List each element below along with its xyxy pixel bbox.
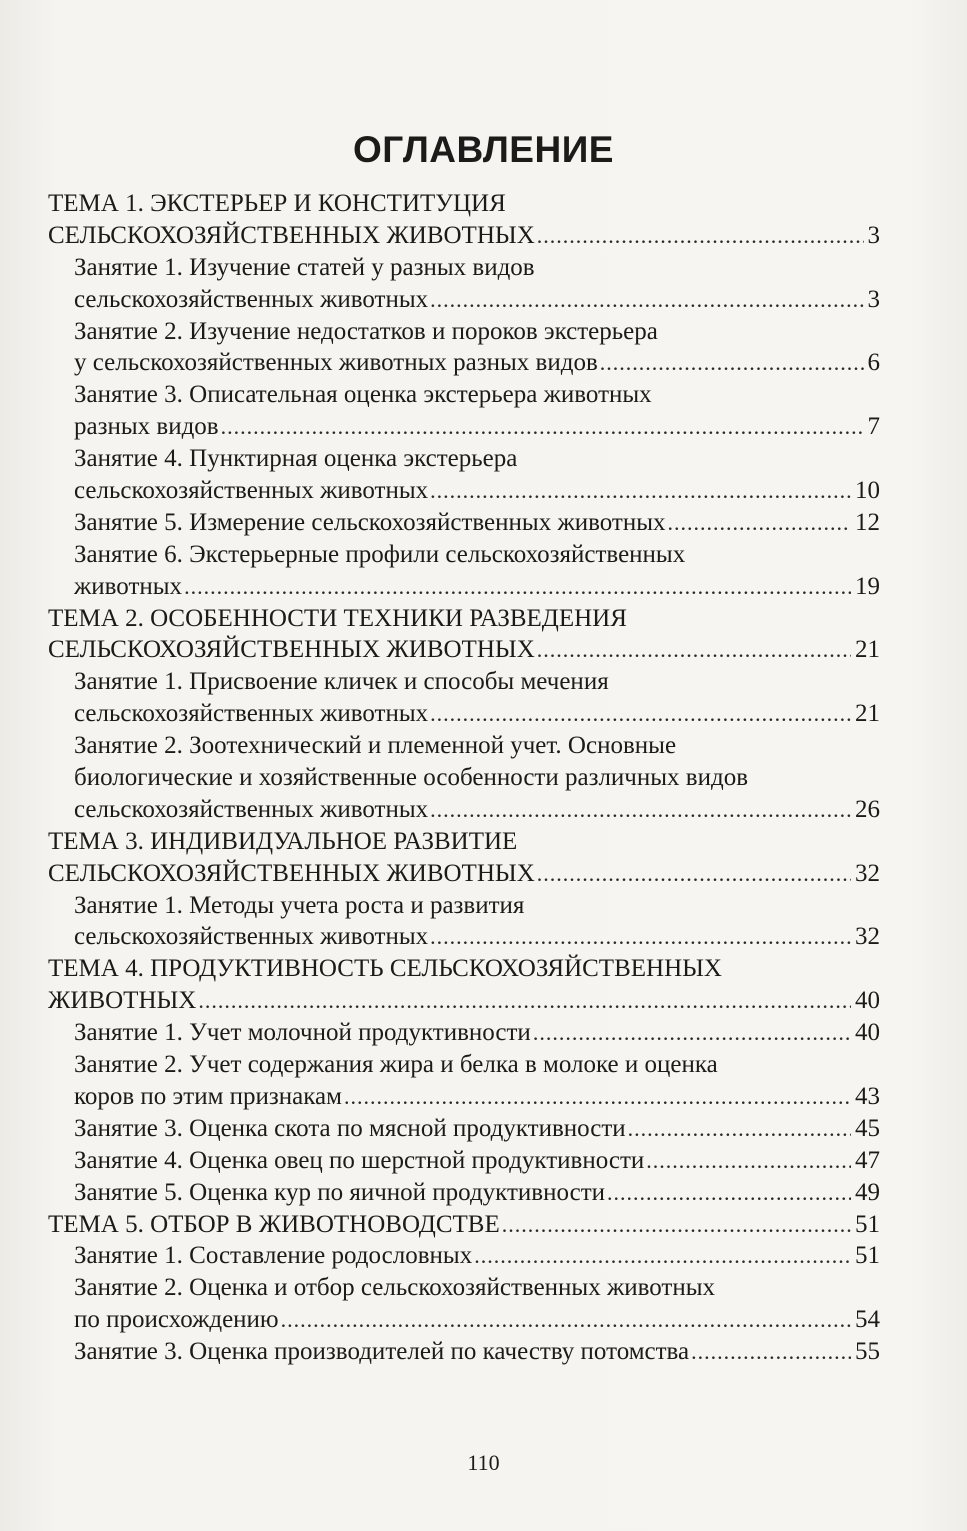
- toc-entry-text: Занятие 2. Зоотехнический и племенной учет. Основные: [74, 732, 677, 760]
- toc-entry-text: сельскохозяйственных животных: [74, 795, 429, 823]
- toc-entry-text: Занятие 2. Изучение недостатков и пороков экстерьера: [74, 317, 658, 345]
- toc-entry-text: Занятие 5. Оценка кур по яичной продуктивности: [74, 1178, 606, 1206]
- toc-entry-text: биологические и хозяйственные особенности различных видов: [74, 764, 749, 792]
- dot-leader: [281, 1304, 851, 1336]
- toc-title: ОГЛАВЛЕНИЕ: [353, 129, 614, 170]
- dot-leader: [430, 698, 851, 730]
- toc-entry-text: СЕЛЬСКОХОЗЯЙСТВЕННЫХ ЖИВОТНЫХ: [48, 859, 535, 887]
- toc-entry-text: Занятие 4. Оценка овец по шерстной продуктивности: [74, 1146, 645, 1174]
- toc-entry-text: Занятие 1. Изучение статей у разных видов: [74, 253, 535, 281]
- dot-leader: [430, 284, 863, 316]
- toc-lesson-line: [48, 1113, 880, 1145]
- dot-leader: [537, 634, 851, 666]
- toc-lesson-line: [48, 666, 880, 698]
- toc-page-number: 12: [855, 508, 880, 536]
- toc-topic-line: [48, 858, 880, 890]
- dot-leader: [344, 1081, 851, 1113]
- toc-page-number: 40: [855, 987, 880, 1015]
- toc-lesson-line: [48, 698, 880, 730]
- toc-entry-text: Занятие 1. Составление родословных: [74, 1242, 473, 1270]
- toc-page-number: 7: [867, 413, 880, 441]
- toc-entry-text: Занятие 2. Учет содержания жира и белка в молоке и оценка: [74, 1051, 718, 1079]
- toc-lesson-line: [48, 475, 880, 507]
- dot-leader: [430, 475, 851, 507]
- toc-lesson-line: [48, 1049, 880, 1081]
- toc-entry-text: Занятие 1. Методы учета роста и развития: [74, 891, 525, 919]
- toc-lesson-line: [48, 730, 880, 762]
- toc-page-number: 10: [855, 477, 880, 505]
- toc-topic-line: [48, 985, 880, 1017]
- toc-page-number: 49: [855, 1178, 880, 1206]
- dot-leader: [198, 985, 851, 1017]
- toc-entry-text: Занятие 2. Оценка и отбор сельскохозяйственных животных: [74, 1274, 716, 1302]
- toc-entry-text: Занятие 4. Пунктирная оценка экстерьера: [74, 445, 518, 473]
- toc-lesson-line: [48, 1145, 880, 1177]
- toc-entry-text: Занятие 3. Описательная оценка экстерьера животных: [74, 381, 652, 409]
- toc-topic-line: [48, 953, 880, 985]
- table-of-contents: [48, 188, 880, 1368]
- toc-lesson-line: [48, 252, 880, 284]
- toc-lesson-line: [48, 571, 880, 603]
- toc-entry-text: Занятие 1. Присвоение кличек и способы мечения: [74, 668, 609, 696]
- toc-topic-line: [48, 634, 880, 666]
- toc-page-number: 26: [855, 795, 880, 823]
- toc-lesson-line: [48, 1177, 880, 1209]
- toc-lesson-line: [48, 1017, 880, 1049]
- toc-lesson-line: [48, 539, 880, 571]
- toc-lesson-line: [48, 1240, 880, 1272]
- dot-leader: [628, 1113, 851, 1145]
- toc-lesson-line: [48, 443, 880, 475]
- toc-entry-text: разных видов: [74, 413, 219, 441]
- toc-page-number: 47: [855, 1146, 880, 1174]
- toc-entry-text: у сельскохозяйственных животных разных видов: [74, 349, 598, 377]
- toc-topic-line: [48, 188, 880, 220]
- toc-lesson-line: [48, 1304, 880, 1336]
- toc-page-number: 32: [855, 859, 880, 887]
- toc-lesson-line: [48, 762, 880, 794]
- toc-page-number: 55: [855, 1338, 880, 1366]
- toc-entry-text: Занятие 3. Оценка производителей по качеству потомства: [74, 1338, 690, 1366]
- dot-leader: [646, 1145, 851, 1177]
- toc-page-number: 54: [855, 1306, 880, 1334]
- toc-lesson-line: [48, 284, 880, 316]
- dot-leader: [537, 858, 851, 890]
- toc-page-number: 32: [855, 923, 880, 951]
- toc-topic-line: [48, 603, 880, 635]
- toc-topic-line: [48, 1209, 880, 1241]
- dot-leader: [600, 347, 864, 379]
- toc-lesson-line: [48, 507, 880, 539]
- toc-lesson-line: [48, 794, 880, 826]
- dot-leader: [502, 1209, 851, 1241]
- dot-leader: [184, 571, 851, 603]
- dot-leader: [430, 794, 851, 826]
- toc-page-number: 6: [867, 349, 880, 377]
- toc-lesson-line: [48, 379, 880, 411]
- toc-page-number: 43: [855, 1082, 880, 1110]
- toc-topic-line: [48, 826, 880, 858]
- toc-lesson-line: [48, 316, 880, 348]
- toc-entry-text: ТЕМА 2. ОСОБЕННОСТИ ТЕХНИКИ РАЗВЕДЕНИЯ: [48, 604, 627, 632]
- toc-entry-text: Занятие 3. Оценка скота по мясной продуктивности: [74, 1114, 626, 1142]
- toc-lesson-line: [48, 1081, 880, 1113]
- toc-entry-text: сельскохозяйственных животных: [74, 700, 429, 728]
- toc-lesson-line: [48, 347, 880, 379]
- toc-lesson-line: [48, 1272, 880, 1304]
- toc-entry-text: ТЕМА 3. ИНДИВИДУАЛЬНОЕ РАЗВИТИЕ: [48, 827, 518, 855]
- toc-entry-text: ТЕМА 5. ОТБОР В ЖИВОТНОВОДСТВЕ: [48, 1210, 500, 1238]
- toc-entry-text: Занятие 6. Экстерьерные профили сельскохозяйственных: [74, 540, 686, 568]
- toc-lesson-line: [48, 890, 880, 922]
- toc-lesson-line: [48, 411, 880, 443]
- toc-entry-text: ТЕМА 4. ПРОДУКТИВНОСТЬ СЕЛЬСКОХОЗЯЙСТВЕННЫХ: [48, 955, 722, 983]
- page-number: 110: [467, 1450, 500, 1475]
- toc-entry-text: животных: [74, 572, 183, 600]
- dot-leader: [430, 921, 851, 953]
- toc-lesson-line: [48, 921, 880, 953]
- toc-entry-text: СЕЛЬСКОХОЗЯЙСТВЕННЫХ ЖИВОТНЫХ: [48, 636, 535, 664]
- toc-page-number: 51: [855, 1210, 880, 1238]
- toc-page-number: 45: [855, 1114, 880, 1142]
- toc-entry-text: сельскохозяйственных животных: [74, 923, 429, 951]
- dot-leader: [537, 220, 864, 252]
- toc-page-number: 51: [855, 1242, 880, 1270]
- dot-leader: [668, 507, 851, 539]
- dot-leader: [691, 1336, 851, 1368]
- toc-page-number: 19: [855, 572, 880, 600]
- toc-entry-text: сельскохозяйственных животных: [74, 477, 429, 505]
- toc-page-number: 3: [867, 285, 880, 313]
- toc-entry-text: ТЕМА 1. ЭКСТЕРЬЕР И КОНСТИТУЦИЯ: [48, 190, 506, 217]
- toc-page-number: 40: [855, 1019, 880, 1047]
- toc-entry-text: сельскохозяйственных животных: [74, 285, 429, 313]
- toc-entry-text: по происхождению: [74, 1306, 279, 1334]
- toc-entry-text: ЖИВОТНЫХ: [48, 987, 197, 1015]
- dot-leader: [607, 1177, 851, 1209]
- toc-page-number: 21: [855, 636, 880, 664]
- toc-page-number: 21: [855, 700, 880, 728]
- toc-topic-line: [48, 220, 880, 252]
- dot-leader: [474, 1240, 851, 1272]
- toc-entry-text: Занятие 5. Измерение сельскохозяйственных животных: [74, 508, 666, 536]
- dot-leader: [533, 1017, 851, 1049]
- toc-page-number: 3: [867, 221, 880, 249]
- toc-lesson-line: [48, 1336, 880, 1368]
- dot-leader: [221, 411, 864, 443]
- toc-entry-text: СЕЛЬСКОХОЗЯЙСТВЕННЫХ ЖИВОТНЫХ: [48, 221, 535, 249]
- toc-entry-text: коров по этим признакам: [74, 1082, 342, 1110]
- toc-entry-text: Занятие 1. Учет молочной продуктивности: [74, 1019, 531, 1047]
